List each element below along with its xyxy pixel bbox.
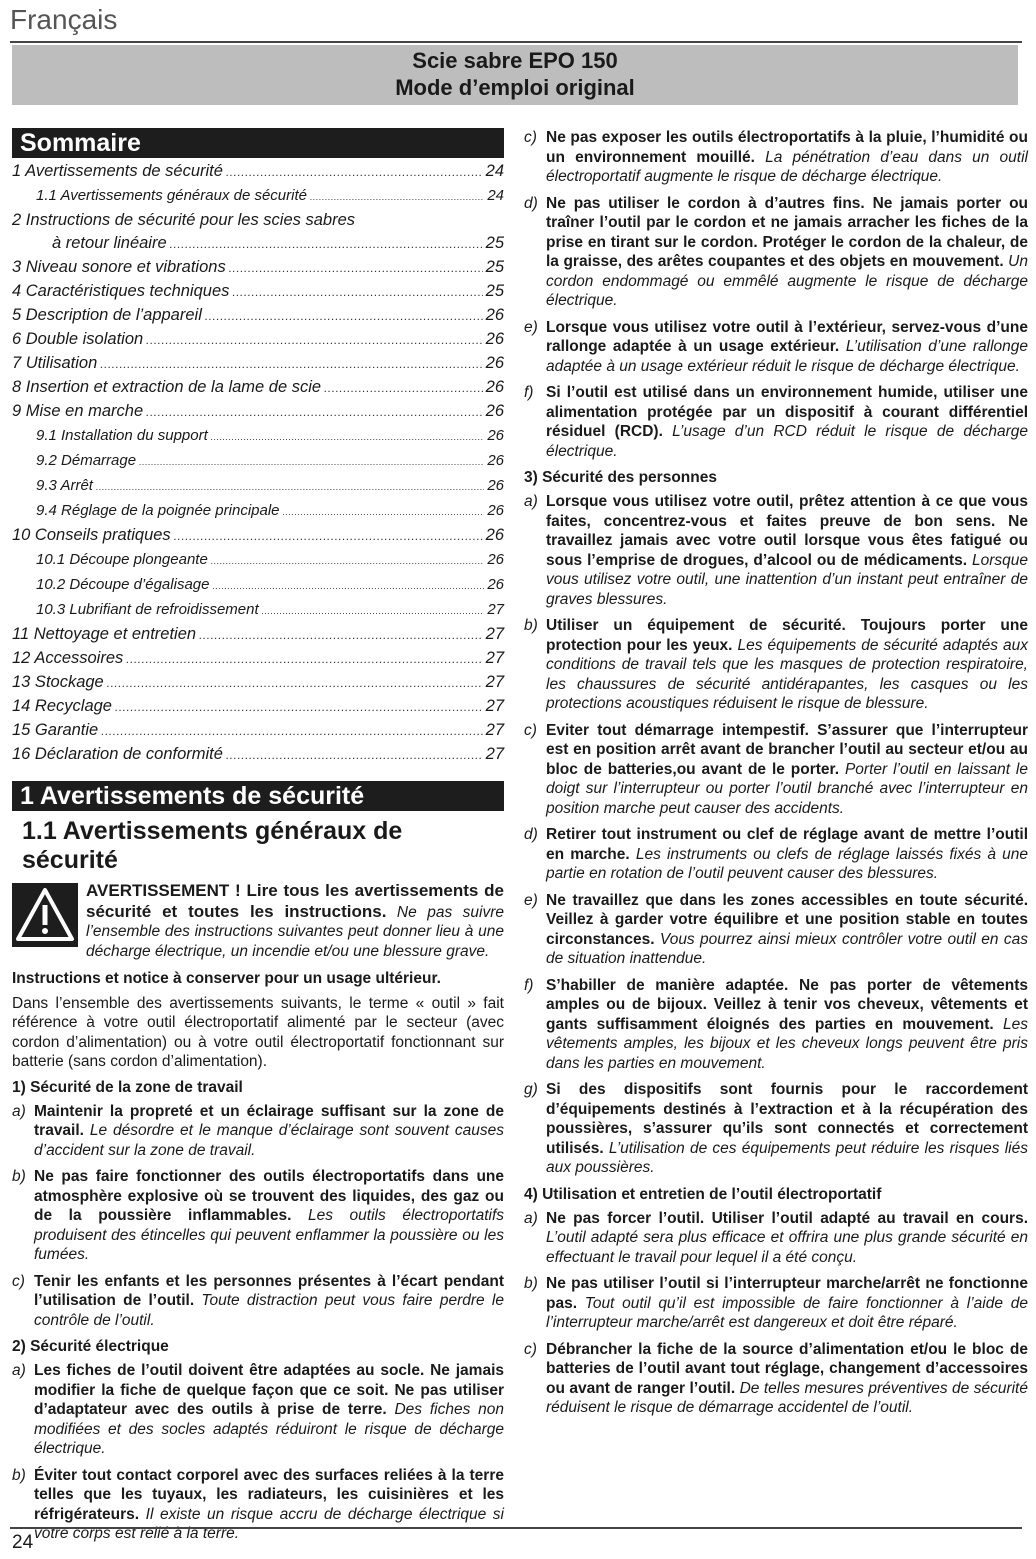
item-text (546, 1209, 1028, 1268)
toc-entry (12, 160, 504, 184)
item-italic-text: Il existe un risque accru de décharge électrique si votre corps est relié à la terre. (34, 1505, 504, 1542)
toc-entry-label: 12 Accessoires (12, 649, 124, 667)
item-letter: c) (12, 1272, 25, 1290)
item-italic-text: Tout outil qu’il est impossible de faire fonctionner à l’aide de l’interrupteur marche/arrêt est dangereux et doit être réparé. (546, 1294, 1028, 1331)
toc-entry-label: 13 Stockage (12, 673, 104, 691)
toc-leader (199, 624, 483, 647)
item-bold-text: Ne pas exposer les outils électroportatifs à la pluie, l’humidité ou un environnement mouillé. (546, 129, 1028, 166)
electrical-safety-items (524, 128, 1028, 461)
warning-bold-text: AVERTISSEMENT ! Lire tous les avertissements de sécurité et toutes les instructions. (86, 881, 504, 921)
item-letter: e) (524, 891, 538, 909)
item-bold-text: Éviter tout contact corporel avec des surfaces reliées à la terre telles que les tuyaux, les radiateurs, les cuisinières et les réfrigérateurs. (34, 1466, 504, 1523)
group-4-title: 4) Utilisation et entretien de l’outil électroportatif (524, 1185, 882, 1203)
item-italic-text: L’usage d’un RCD réduit le risque de décharge électrique. (546, 423, 1028, 460)
item-text (34, 1272, 504, 1331)
toc-entry-label: 5 Description de l’appareil (12, 306, 202, 324)
tool-use-items (524, 1209, 1028, 1418)
item-bold-text: Lorsque vous utilisez votre outil, prêtez attention à ce que vous faites, concentrez-vous et faites preuve de bon sens. Ne travaillez jamais avec votre outil lorsque vous êtes fatigué ou sous l’emprise de drogues, d’alcool ou de médicaments. (546, 493, 1028, 569)
item-text (34, 1102, 504, 1161)
toc-entry-page: 26 (485, 354, 504, 372)
item-bold-text: Lorsque vous utilisez votre outil à l’extérieur, servez-vous d’une rallonge adaptée à un usage extérieur. (546, 318, 1028, 355)
item-bold-text: Ne pas forcer l’outil. Utiliser l’outil adapté au travail en cours. (546, 1209, 1028, 1227)
safety-item (524, 1080, 1028, 1178)
toc-leader (211, 426, 485, 449)
item-letter: d) (524, 826, 538, 843)
warning-block (12, 881, 504, 961)
toc-entry-label: 1 Avertissements de sécurité (12, 162, 223, 180)
toc-leader (174, 525, 483, 548)
item-bold-text: Les fiches de l’outil doivent être adaptées au socle. Ne jamais modifier la fiche de quelque façon que ce soit. Ne pas utiliser d’adaptateur avec des outils à prise de terre. (34, 1362, 504, 1418)
personal-safety-items (524, 492, 1028, 1178)
item-letter: b) (12, 1168, 26, 1185)
item-letter: c) (524, 721, 537, 739)
toc-entry-label: 9.4 Réglage de la poignée principale (36, 502, 280, 519)
toc-entry-page: 26 (485, 526, 504, 544)
toc-entry-label: 10.1 Découpe plongeante (36, 551, 208, 568)
safety-item (524, 194, 1028, 311)
item-bold-text: Utiliser un équipement de sécurité. Toujours porter une protection pour les yeux. (546, 617, 1028, 654)
toc-entry (12, 352, 504, 376)
page-number: 24 (12, 1532, 34, 1553)
toc-entry (12, 671, 504, 695)
toc-entry-page: 26 (485, 378, 504, 396)
item-letter: c) (524, 1340, 537, 1358)
item-italic-text: Les outils électroportatifs produisent des étincelles qui peuvent enflammer la poussière ou les fumées. (34, 1207, 504, 1263)
toc-entry-label: 7 Utilisation (12, 354, 98, 372)
toc-entry (12, 328, 504, 352)
toc-entry-page: 26 (487, 551, 504, 568)
toc-entry-label: 9 Mise en marche (12, 402, 144, 420)
toc-leader (146, 329, 482, 352)
item-text (546, 976, 1028, 1074)
toc-entry-page: 27 (487, 601, 504, 618)
item-letter: d) (524, 194, 538, 212)
item-bold-text: Si l’outil est utilisé dans un environnement humide, utiliser une alimentation protégée par un dispositif à courant différentiel résiduel (RCD). (546, 384, 1028, 440)
right-column (524, 128, 1028, 1425)
toc-entry-page: 26 (487, 502, 504, 519)
safety-item (524, 128, 1028, 187)
toc-entry-page: 25 (485, 282, 504, 300)
toc-leader (262, 600, 485, 623)
toc-entry (12, 232, 504, 256)
safety-item (524, 891, 1028, 969)
item-bold-text: Maintenir la propreté et un éclairage suffisant sur la zone de travail. (34, 1102, 504, 1139)
toc-entry (12, 524, 504, 548)
toc-leader (170, 233, 483, 256)
toc-entry-page: 27 (485, 625, 504, 643)
item-letter: b) (12, 1466, 26, 1484)
toc-entry-label: 2 Instructions de sécurité pour les scies sabres (12, 211, 355, 229)
item-letter: b) (524, 1275, 538, 1292)
safety-item (524, 318, 1028, 377)
toc-leader (324, 377, 483, 400)
toc-entry-label: 8 Insertion et extraction de la lame de scie (12, 378, 322, 396)
toc-entry-page: 27 (485, 721, 504, 739)
toc-leader (205, 305, 483, 328)
item-italic-text: Lorsque vous utilisez votre outil, une inattention d’un instant peut entraîner de graves blessures. (546, 551, 1028, 608)
toc-leader (126, 648, 482, 671)
toc-entry (12, 304, 504, 328)
group-items (12, 1361, 504, 1544)
toc-leader (226, 744, 483, 767)
safety-item (524, 383, 1028, 461)
group-title: 1) Sécurité de la zone de travail (12, 1078, 243, 1096)
safety-item (524, 976, 1028, 1074)
item-italic-text: De telles mesures préventives de sécurité réduisent le risque de démarrage accidentel de l’outil. (546, 1379, 1028, 1416)
item-text (546, 194, 1028, 311)
item-italic-text: L’utilisation d’une rallonge adaptée à un usage extérieur réduit le risque de décharge électrique. (546, 338, 1029, 375)
footer-rule (10, 1527, 1022, 1529)
safety-item (12, 1167, 504, 1265)
item-italic-text: Un cordon endommagé ou emmêlé augmente le risque de décharge électrique. (546, 253, 1028, 309)
toc-entry-page: 27 (485, 745, 504, 763)
section-1-1-heading: 1.1 Avertissements généraux de sécurité (22, 817, 403, 874)
toc-entry-label: 10.2 Découpe d’égalisage (36, 576, 210, 593)
toc-entry (12, 424, 504, 449)
toc-heading: Sommaire (12, 128, 504, 158)
item-text (546, 891, 1028, 969)
item-text (546, 318, 1028, 377)
item-text (546, 383, 1028, 461)
item-bold-text: Si des dispositifs sont fournis pour le raccordement d’équipements destinés à l’extraction et à la récupération des poussières, s’assurer qu’ils sont connectés et correctement utilisés. (546, 1081, 1028, 1157)
toc-entry-label: 9.2 Démarrage (36, 452, 137, 469)
toc-entry-label: 11 Nettoyage et entretien (12, 625, 197, 643)
document-title: Scie sabre EPO 150 (412, 48, 618, 73)
item-bold-text: Débrancher la fiche de la source d’alimentation et/ou le bloc de batteries de l’outil avant tout réglage, changement d’accessoires ou avant de ranger l’outil. (546, 1340, 1028, 1397)
toc-entry-page: 27 (485, 673, 504, 691)
toc-leader (100, 353, 482, 376)
item-letter: a) (524, 1209, 538, 1227)
keep-notice: Instructions et notice à conserver pour un usage ultérieur. (12, 970, 441, 987)
toc-entry (12, 376, 504, 400)
toc-entry-label: 4 Caractéristiques techniques (12, 282, 230, 300)
item-bold-text: Ne pas utiliser le cordon à d’autres fins. Ne jamais porter ou traîner l’outil par le cordon et ne jamais arracher les fiches de la prise en tirant sur le cordon. Protéger le cordon de la chaleur, de la graisse, des arêtes coupantes et des objets en mouvement. (546, 194, 1028, 270)
header-rule (10, 41, 1022, 43)
section-1-heading: 1 Avertissements de sécurité (12, 781, 504, 811)
item-text (34, 1361, 504, 1459)
toc-leader (283, 501, 485, 524)
toc-entry-label: 16 Déclaration de conformité (12, 745, 223, 763)
safety-item (524, 721, 1028, 819)
toc-entry (12, 647, 504, 671)
item-text (34, 1167, 504, 1265)
item-text (546, 1080, 1028, 1178)
intro-paragraph: Dans l’ensemble des avertissements suivants, le terme « outil » fait référence à votre outil électroportatif alimenté par le secteur (avec cordon d’alimentation) ou à votre outil électroportatif fonctionnant sur batterie (sans cordon d’alimentation). (12, 994, 504, 1070)
toc-entry (12, 743, 504, 767)
item-italic-text: L’utilisation de ces équipements peut réduire les risques liés aux poussières. (546, 1139, 1028, 1176)
item-text (34, 1466, 504, 1544)
toc-entry (12, 548, 504, 573)
toc-entry (12, 209, 504, 232)
group-3-title: 3) Sécurité des personnes (524, 469, 717, 486)
item-letter: g) (524, 1081, 538, 1098)
warning-triangle-icon (12, 883, 78, 947)
toc-entry-page: 26 (487, 452, 504, 469)
group-title: 2) Sécurité électrique (12, 1338, 169, 1355)
toc-entry-label: 9.1 Installation du support (36, 427, 208, 444)
toc-entry-page: 26 (487, 427, 504, 444)
toc-entry (12, 719, 504, 743)
left-column (12, 128, 504, 1551)
item-italic-text: Porter l’outil en laissant le doigt sur l’interrupteur ou porter l’outil branché avec l’interrupteur en position marche peut causer des accidents. (546, 760, 1028, 817)
toc-entry-label: 9.3 Arrêt (36, 477, 93, 494)
safety-item (12, 1102, 504, 1161)
toc-leader (107, 672, 483, 695)
item-bold-text: Ne pas faire fonctionner des outils électroportatifs dans une atmosphère explosive où se trouvent des liquides, des gaz ou de la poussière inflammables. (34, 1168, 504, 1224)
toc-leader (229, 257, 483, 280)
item-italic-text: Les équipements de sécurité adaptés aux conditions de travail tels que les masques de protection respiratoire, les chaussures de sécurité antidérapantes, les casques ou les protections acoustiques réduisent le risque de blessure. (546, 636, 1029, 712)
toc-entry-label: 15 Garantie (12, 721, 99, 739)
toc-leader (101, 720, 482, 743)
item-text (546, 128, 1028, 187)
left-groups (12, 1078, 504, 1544)
item-bold-text: S’habiller de manière adaptée. Ne pas porter de vêtements amples ou de bijoux. Veillez à tenir vos cheveux, vêtements et gants suffisamment éloignés des parties en mouvement. (546, 976, 1028, 1033)
toc-entry-page: 26 (487, 576, 504, 593)
toc-entry (12, 449, 504, 474)
table-of-contents (12, 160, 504, 767)
item-italic-text: Les instruments ou clefs de réglage laissés fixés à une partie en rotation de l’outil peuvent causer des blessures. (546, 845, 1028, 882)
item-italic-text: Les vêtements amples, les bijoux et les cheveux longs peuvent être pris dans les parties en mouvement. (546, 1015, 1028, 1072)
item-bold-text: Ne pas utiliser l’outil si l’interrupteur marche/arrêt ne fonctionne pas. (546, 1275, 1028, 1312)
item-letter: a) (12, 1102, 26, 1120)
toc-entry-page: 25 (485, 258, 504, 276)
toc-entry-page: 26 (487, 477, 504, 494)
toc-entry-label: 10.3 Lubrifiant de refroidissement (36, 601, 259, 618)
toc-leader (212, 575, 484, 598)
safety-item (12, 1466, 504, 1544)
toc-leader (232, 281, 482, 304)
toc-entry (12, 573, 504, 598)
safety-item (524, 825, 1028, 884)
safety-item (524, 1274, 1028, 1333)
safety-item (12, 1361, 504, 1459)
safety-item (524, 1209, 1028, 1268)
item-text (546, 1274, 1028, 1333)
item-bold-text: Eviter tout démarrage intempestif. S’assurer que l’interrupteur est en position arrêt avant de brancher l’outil au secteur et/ou au bloc de batteries,ou avant de le porter. (546, 721, 1028, 778)
item-letter: a) (524, 493, 538, 510)
toc-entry-page: 26 (485, 402, 504, 420)
toc-leader (96, 476, 484, 499)
toc-entry (12, 474, 504, 499)
item-italic-text: Vous pourrez ainsi mieux contrôler votre outil en cas de situation inattendue. (546, 930, 1028, 967)
toc-entry-page: 25 (485, 234, 504, 252)
item-italic-text: La pénétration d’eau dans un outil électroportatif augmente le risque de décharge électrique. (546, 148, 1028, 185)
toc-entry-page: 27 (485, 697, 504, 715)
toc-entry-page: 26 (485, 330, 504, 348)
item-italic-text: L’outil adapté sera plus efficace et offrira une plus grande sécurité en effectuant le travail pour lequel il a été conçu. (546, 1229, 1028, 1266)
safety-item (524, 1340, 1028, 1418)
toc-entry-page: 27 (485, 649, 504, 667)
toc-entry (12, 400, 504, 424)
item-text (546, 721, 1028, 819)
item-text (546, 825, 1028, 884)
document-subtitle: Mode d’emploi original (395, 75, 635, 100)
item-bold-text: Ne travaillez que dans les zones accessibles en toute sécurité. Veillez à garder votre équilibre et une position stable en toutes circonstances. (546, 891, 1028, 948)
item-letter: a) (12, 1362, 26, 1379)
toc-entry-page: 26 (485, 306, 504, 324)
toc-entry (12, 280, 504, 304)
safety-item (12, 1272, 504, 1331)
toc-entry-label: 14 Recyclage (12, 697, 112, 715)
item-letter: f) (524, 384, 534, 401)
toc-entry (12, 184, 504, 209)
toc-leader (211, 550, 485, 573)
toc-entry-page: 24 (487, 187, 504, 204)
toc-leader (146, 401, 483, 424)
toc-entry-label: 3 Niveau sonore et vibrations (12, 258, 226, 276)
toc-entry (12, 598, 504, 623)
toc-leader (310, 186, 484, 209)
item-letter: c) (524, 129, 537, 146)
toc-leader (226, 161, 483, 184)
toc-entry (12, 695, 504, 719)
item-bold-text: Tenir les enfants et les personnes présentes à l’écart pendant l’utilisation de l’outil. (34, 1272, 504, 1309)
group-items (12, 1102, 504, 1331)
item-italic-text: Des fiches non modifiées et des socles adaptés réduiront le risque de décharge électrique. (34, 1401, 504, 1457)
toc-leader (115, 696, 483, 719)
item-bold-text: Retirer tout instrument ou clef de réglage avant de mettre l’outil en marche. (546, 826, 1028, 863)
item-italic-text: Le désordre et le manque d’éclairage sont souvent causes d’accident sur la zone de travail. (34, 1122, 504, 1159)
item-letter: e) (524, 318, 538, 336)
toc-entry (12, 623, 504, 647)
toc-entry (12, 499, 504, 524)
language-label: Français (10, 4, 118, 35)
item-letter: f) (524, 976, 534, 994)
item-text (546, 1340, 1028, 1418)
toc-leader (139, 451, 484, 474)
title-banner (12, 45, 1018, 105)
toc-entry-label: 6 Double isolation (12, 330, 144, 348)
safety-item (524, 616, 1028, 714)
warning-italic-text: Ne pas suivre l’ensemble des instructions suivantes peut donner lieu à une décharge électrique, un incendie et/ou une blessure grave. (86, 903, 504, 960)
item-italic-text: Toute distraction peut vous faire perdre le contrôle de l’outil. (34, 1292, 504, 1329)
toc-entry-page: 24 (485, 162, 504, 180)
toc-entry-label: 10 Conseils pratiques (12, 526, 171, 544)
item-letter: b) (524, 617, 538, 634)
toc-entry-label: 1.1 Avertissements généraux de sécurité (36, 187, 307, 204)
toc-entry (12, 256, 504, 280)
item-text (546, 492, 1028, 609)
safety-item (524, 492, 1028, 609)
toc-entry-label: à retour linéaire (52, 234, 167, 252)
item-text (546, 616, 1028, 714)
